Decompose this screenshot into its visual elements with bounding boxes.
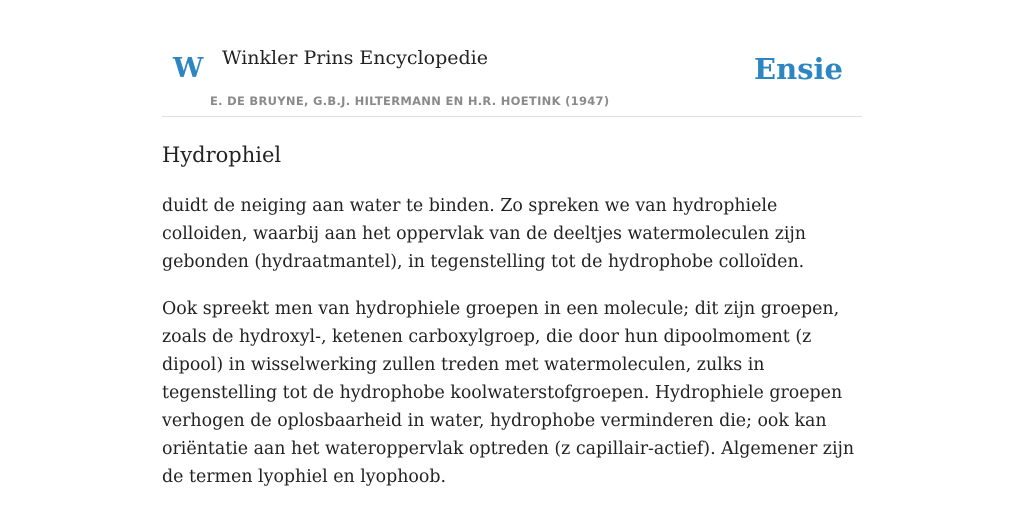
article-body — [162, 192, 862, 510]
header — [162, 0, 862, 117]
article-paragraph: duidt de neiging aan water te binden. Zo spreken we van hydrophiele colloiden, waarbij aan het oppervlak van de deeltjes watermoleculen zijn gebonden (hydraatmantel), in tegenstelling tot de hydrophobe colloïden. — [162, 196, 807, 272]
page — [162, 0, 862, 487]
authors-line: E. DE BRUYNE, G.B.J. HILTERMANN EN H.R. HOETINK (1947) — [210, 94, 610, 108]
winkler-prins-logo[interactable]: W — [173, 53, 204, 84]
ensie-logo[interactable]: Ensie — [754, 52, 843, 86]
article-paragraph: Ook spreekt men van hydrophiele groepen in een molecule; dit zijn groepen, zoals de hydroxyl-, ketenen carboxylgroep, die door hun dipoolmoment (z dipool) in wisselwerking zullen treden met watermoleculen, zulks in tegenstelling tot de hydrophobe koolwaterstofgroepen. Hydrophiele groepen verhogen de oplosbaarheid in water, hydrophobe verminderen die; ook kan oriëntatie aan het wateroppervlak optreden (z capillair-actief). Algemener zijn de termen lyophiel en lyophoob. — [162, 299, 855, 487]
article-title: Hydrophiel — [162, 143, 282, 167]
publication-title[interactable]: Winkler Prins Encyclopedie — [222, 47, 488, 69]
